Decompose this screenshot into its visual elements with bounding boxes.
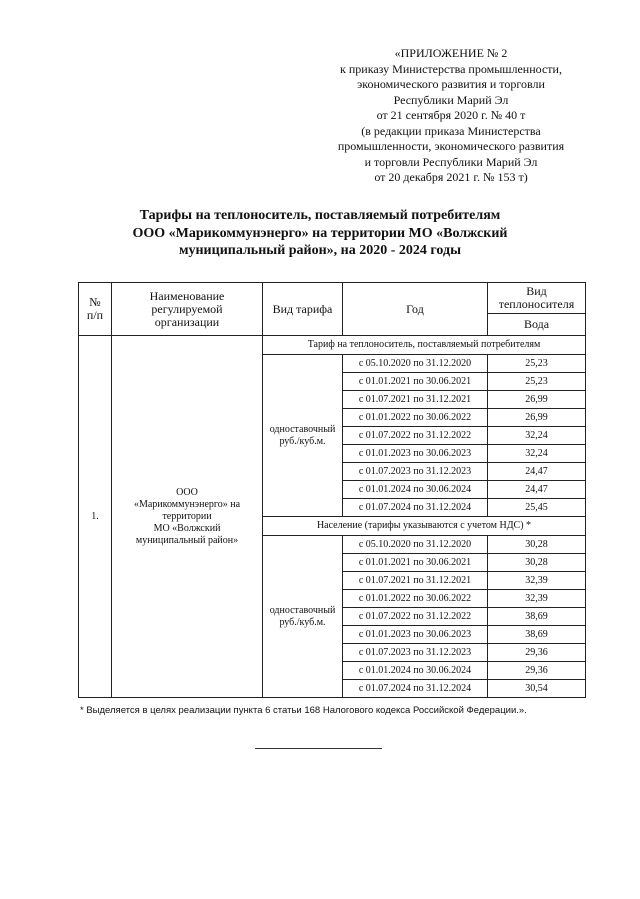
value-cell: 24,47 — [488, 463, 586, 481]
appendix-line: и торговли Республики Марий Эл — [364, 154, 538, 169]
tariff-type-line: одноставочный — [269, 604, 336, 616]
title-line: ООО «Марикоммунэнерго» на территории МО «Волжский — [132, 225, 508, 241]
period-cell: с 01.01.2021 по 30.06.2021 — [343, 373, 488, 391]
value-cell: 24,47 — [488, 481, 586, 499]
value-cell: 32,24 — [488, 427, 586, 445]
appendix-line: от 20 декабря 2021 г. № 153 т) — [374, 170, 528, 184]
value-cell: 38,69 — [488, 626, 586, 644]
row-number: 1. — [79, 336, 112, 698]
appendix-header — [318, 46, 584, 186]
value-cell: 25,23 — [488, 373, 586, 391]
section-title: Население (тарифы указываются с учетом НДС) * — [263, 517, 586, 536]
closing-rule — [255, 748, 382, 749]
header-org-line: организации — [154, 314, 220, 329]
period-cell: с 01.01.2021 по 30.06.2021 — [343, 554, 488, 572]
appendix-line: промышленности, экономического развития — [337, 139, 565, 153]
value-cell: 30,54 — [488, 680, 586, 698]
header-carrier-line: Вид — [526, 284, 547, 298]
header-organization — [112, 283, 263, 336]
tariff-type-line: руб./куб.м. — [279, 616, 326, 628]
tariff-type-line: руб./куб.м. — [279, 435, 326, 447]
appendix-line: (в редакции приказа Министерства — [361, 123, 541, 138]
appendix-line: «ПРИЛОЖЕНИЕ № 2 — [394, 46, 508, 60]
period-cell: с 01.07.2024 по 31.12.2024 — [343, 499, 488, 517]
appendix-line: к приказу Министерства промышленности, — [340, 61, 562, 76]
period-cell: с 05.10.2020 по 31.12.2020 — [343, 355, 488, 373]
tariff-type — [263, 355, 343, 517]
period-cell: с 01.07.2021 по 31.12.2021 — [343, 572, 488, 590]
header-num-line: п/п — [86, 308, 104, 322]
tariff-type — [263, 536, 343, 698]
appendix-line: экономического развития и торговли — [357, 77, 545, 91]
period-cell: с 01.01.2023 по 30.06.2023 — [343, 445, 488, 463]
organization-name — [112, 336, 263, 698]
organization-line: муниципальный район» — [135, 534, 239, 546]
value-cell: 38,69 — [488, 608, 586, 626]
header-carrier-line: теплоносителя — [498, 297, 575, 311]
value-cell: 26,99 — [488, 391, 586, 409]
section-title: Тариф на теплоноситель, поставляемый потребителям — [263, 336, 586, 355]
document-title — [60, 207, 580, 260]
header-org-line: регулируемой — [151, 301, 223, 316]
header-num — [79, 283, 112, 336]
period-cell: с 01.07.2023 по 31.12.2023 — [343, 463, 488, 481]
value-cell: 32,24 — [488, 445, 586, 463]
period-cell: с 01.01.2022 по 30.06.2022 — [343, 590, 488, 608]
appendix-line: от 21 сентября 2020 г. № 40 т — [376, 108, 526, 122]
organization-line: ООО — [176, 486, 198, 498]
header-tariff-type: Вид тарифа — [263, 283, 343, 336]
period-cell: с 01.01.2022 по 30.06.2022 — [343, 409, 488, 427]
header-year: Год — [343, 283, 488, 336]
period-cell: с 01.01.2023 по 30.06.2023 — [343, 626, 488, 644]
value-cell: 25,45 — [488, 499, 586, 517]
value-cell: 32,39 — [488, 572, 586, 590]
organization-line: МО «Волжский — [153, 522, 221, 534]
period-cell: с 05.10.2020 по 31.12.2020 — [343, 536, 488, 554]
value-cell: 30,28 — [488, 536, 586, 554]
value-cell: 29,36 — [488, 644, 586, 662]
organization-line: территории — [162, 510, 212, 522]
value-cell: 30,28 — [488, 554, 586, 572]
period-cell: с 01.01.2024 по 30.06.2024 — [343, 662, 488, 680]
period-cell: с 01.07.2022 по 31.12.2022 — [343, 427, 488, 445]
period-cell: с 01.07.2021 по 31.12.2021 — [343, 391, 488, 409]
header-row — [79, 283, 586, 314]
header-carrier — [488, 283, 586, 314]
section-row — [79, 336, 586, 355]
header-water: Вода — [488, 314, 586, 336]
organization-line: «Марикоммунэнерго» на — [133, 498, 241, 510]
period-cell: с 01.07.2023 по 31.12.2023 — [343, 644, 488, 662]
tariff-type-line: одноставочный — [269, 423, 336, 435]
period-cell: с 01.07.2024 по 31.12.2024 — [343, 680, 488, 698]
value-cell: 26,99 — [488, 409, 586, 427]
appendix-line: Республики Марий Эл — [393, 92, 509, 107]
period-cell: с 01.07.2022 по 31.12.2022 — [343, 608, 488, 626]
footnote: * Выделяется в целях реализации пункта 6 статьи 168 Налогового кодекса Российской Федерации.». — [80, 705, 527, 716]
value-cell: 29,36 — [488, 662, 586, 680]
title-line: Тарифы на теплоноситель, поставляемый потребителям — [139, 208, 501, 223]
header-num-line: № — [89, 295, 101, 309]
value-cell: 25,23 — [488, 355, 586, 373]
title-line: муниципальный район», на 2020 - 2024 годы — [178, 243, 462, 258]
period-cell: с 01.01.2024 по 30.06.2024 — [343, 481, 488, 499]
value-cell: 32,39 — [488, 590, 586, 608]
tariff-table — [78, 282, 586, 698]
header-org-line: Наименование — [149, 288, 225, 303]
